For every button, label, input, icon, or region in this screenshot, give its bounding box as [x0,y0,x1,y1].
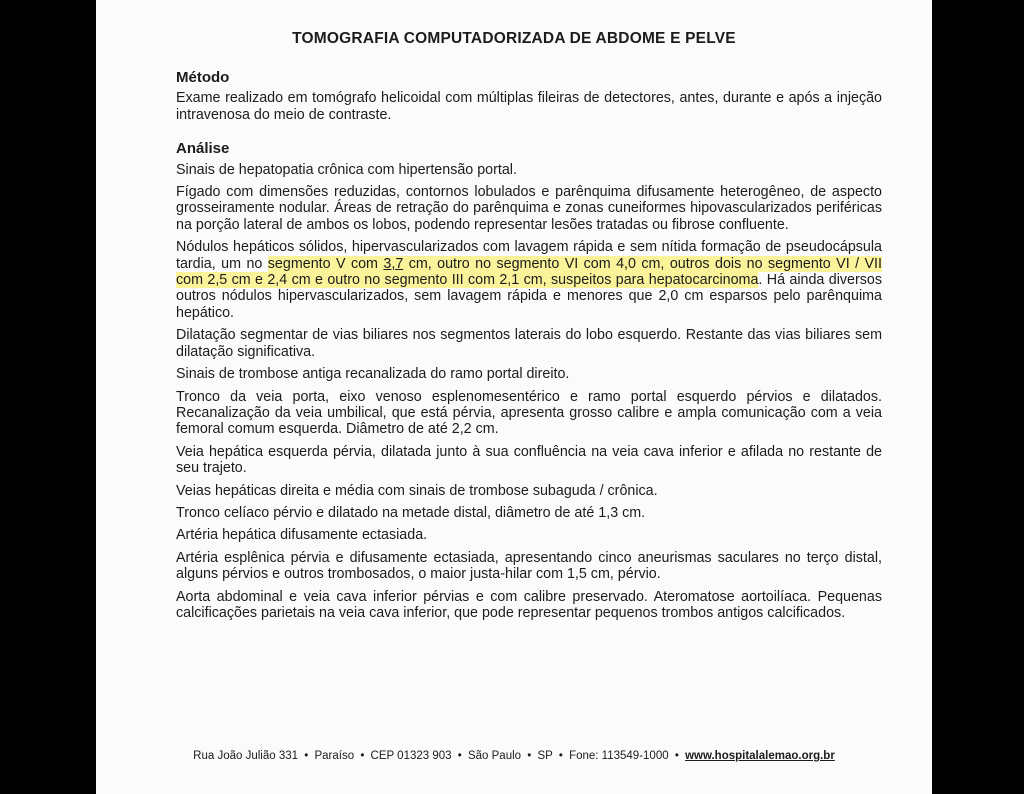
footer-separator: • [304,750,309,762]
footer-separator: • [360,750,365,762]
footer-cep: CEP 01323 903 [370,750,452,762]
footer-separator: • [674,750,679,762]
document-page [96,0,932,794]
method-text: Exame realizado em tomógrafo helicoidal com múltiplas fileiras de detectores, antes, durante e após a injeção intravenosa do meio de contraste. [176,90,882,123]
analysis-heading: Análise [176,140,230,158]
nodules-intro-text: Nódulos hepáticos sólidos, hipervascularizados com lavagem rápida e sem nítida formação de pseudocápsula tardia, um no [176,239,882,272]
highlighted-text-end: cm, outro no segmento VI com 4,0 cm, outros dois no segmento VI / VII com 2,5 cm e 2,4 cm e outro no segmento III com 2,1 cm, suspeitos para hepatocarcinoma [176,255,882,289]
analysis-paragraph-5: Sinais de trombose antiga recanalizada do ramo portal direito. [176,366,570,383]
analysis-paragraph-11: Artéria esplênica pérvia e difusamente ectasiada, apresentando cinco aneurismas saculares no terço distal, alguns pérvios e outros trombosados, o maior justa-hilar com 1,5 cm, pérvio. [176,549,882,583]
footer-website-link[interactable]: www.hospitalalemao.org.br [685,750,835,762]
document-title: TOMOGRAFIA COMPUTADORIZADA DE ABDOME E PELVE [292,30,736,47]
document-body [176,70,882,627]
analysis-paragraph-10: Artéria hepática difusamente ectasiada. [176,527,428,544]
highlighted-text-start: segmento V com [267,255,384,272]
analysis-paragraph-7: Veia hepática esquerda pérvia, dilatada junto à sua confluência na veia cava inferior e afilada no restante de seu trajeto. [176,443,882,477]
analysis-paragraph-6: Tronco da veia porta, eixo venoso esplenomesentérico e ramo portal esquerdo pérvios e dilatados. Recanalização da veia umbilical, que está pérvia, apresenta grosso calibre e ampla comunicação com a veia femoral comum esquerda. Diâmetro de até 2,2 cm. [176,388,882,438]
analysis-paragraph-9: Tronco celíaco pérvio e dilatado na metade distal, diâmetro de até 1,3 cm. [176,504,646,521]
underlined-measurement: 3,7 [383,255,404,272]
footer-district: Paraíso [314,750,355,762]
footer-city: São Paulo [467,750,522,762]
analysis-paragraph-12: Aorta abdominal e veia cava inferior pérvias e com calibre preservado. Ateromatose aortoilíaca. Pequenas calcificações parietais na veia cava inferior, que pode representar pequenos trombos antigos calcificados. [176,588,882,621]
analysis-paragraph-1: Sinais de hepatopatia crônica com hipertensão portal. [176,161,517,178]
footer-separator: • [457,750,462,762]
footer-separator: • [527,750,532,762]
analysis-paragraph-4: Dilatação segmentar de vias biliares nos segmentos laterais do lobo esquerdo. Restante das vias biliares sem dilatação significativa. [176,327,882,360]
analysis-paragraph-2: Fígado com dimensões reduzidas, contornos lobulados e parênquima difusamente heterogêneo, de aspecto grosseiramente nodular. Áreas de retração do parênquima e zonas cuneiformes hipovascularizados periféricas na porção lateral de ambos os lobos, podendo representar lesões tratadas ou fibrose confluente. [176,184,882,233]
footer-address: Rua João Julião 331 [193,750,299,762]
nodules-closing-text: . Há ainda diversos outros nódulos hipervascularizados, sem lavagem rápida e menores que 2,0 cm esparsos pelo parênquima hepático. [176,272,882,321]
method-heading: Método [176,69,230,86]
document-footer [96,750,932,762]
analysis-paragraph-3 [176,239,882,321]
footer-separator: • [558,750,563,762]
footer-phone: Fone: 113549-1000 [569,750,669,762]
footer-state: SP [537,750,553,762]
analysis-paragraph-8: Veias hepáticas direita e média com sinais de trombose subaguda / crônica. [176,482,658,499]
